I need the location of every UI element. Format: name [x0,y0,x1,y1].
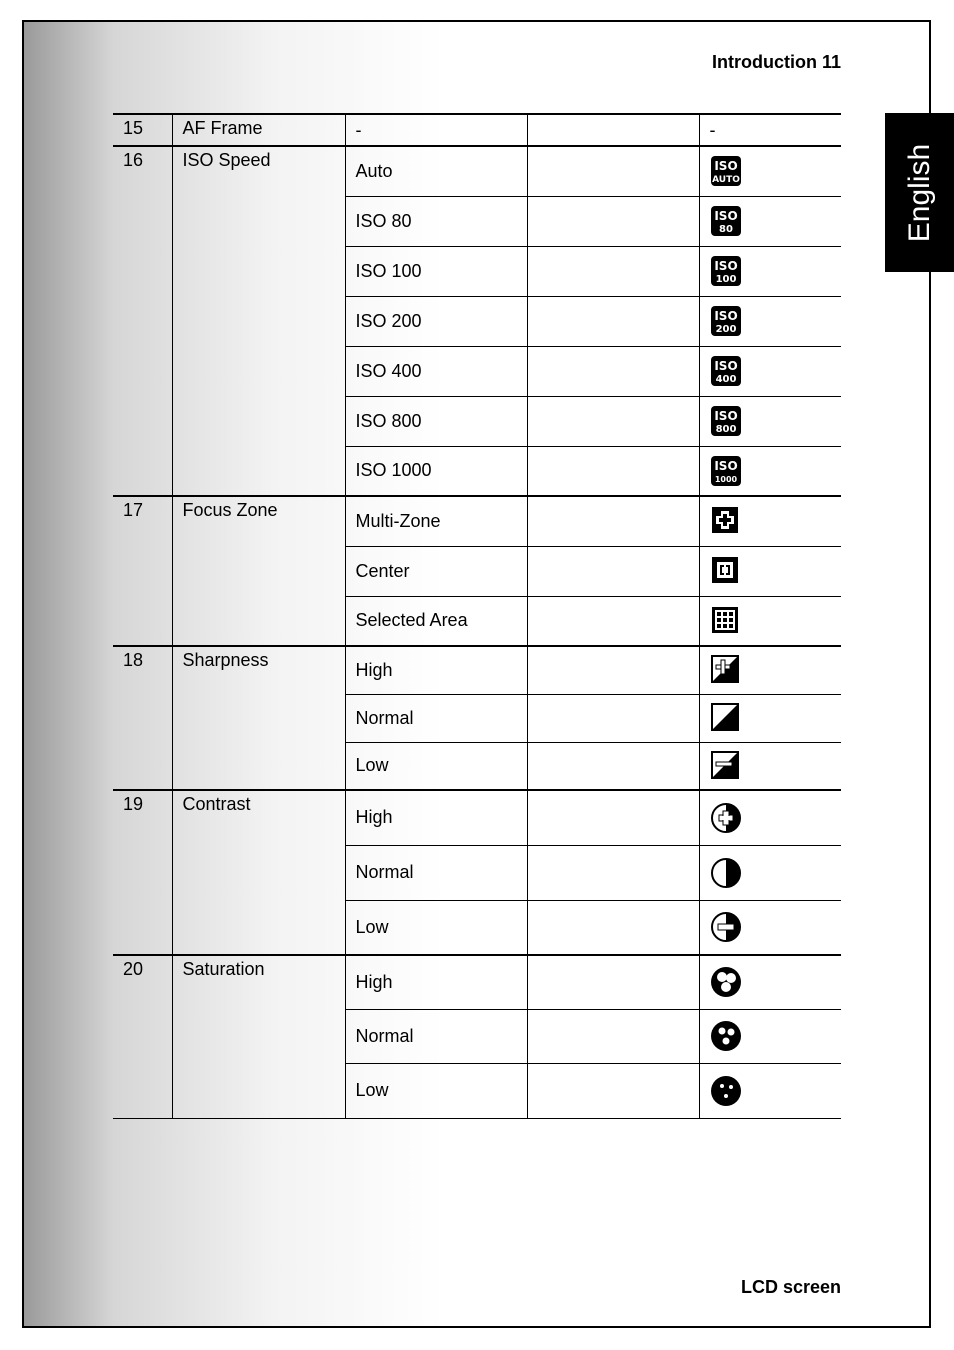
svg-text:ISO: ISO [713,359,738,373]
icon-cell [699,1009,841,1063]
svg-text:200: 200 [715,324,736,335]
blank-cell [527,346,699,396]
icon-cell [699,845,841,900]
contrast-low-icon [710,911,742,943]
iso-80-icon [710,205,742,237]
setting-name: Focus Zone [172,496,345,646]
svg-text:1000: 1000 [714,474,737,484]
option-label: Low [345,900,527,955]
iso-100-icon [710,255,742,287]
icon-cell [699,596,841,646]
svg-text:ISO: ISO [713,458,738,473]
center-focus-icon [710,555,742,587]
iso-200-icon [710,305,742,337]
table-row [113,646,841,694]
saturation-low-icon [710,1075,742,1107]
blank-cell [527,845,699,900]
svg-text:ISO: ISO [713,309,738,323]
language-tab [885,113,954,272]
option-label: High [345,955,527,1009]
row-number: 16 [113,146,172,496]
blank-cell [527,694,699,742]
setting-name: Sharpness [172,646,345,790]
icon-cell [699,646,841,694]
icon-cell [699,146,841,196]
icon-cell [699,346,841,396]
row-number: 18 [113,646,172,790]
saturation-normal-icon [710,1020,742,1052]
page-footer: LCD screen [740,1277,841,1297]
option-label: ISO 400 [345,346,527,396]
row-number: 15 [113,114,172,146]
blank-cell [527,114,699,146]
svg-text:400: 400 [715,374,736,385]
saturation-high-icon [710,966,742,998]
icon-cell [699,246,841,296]
icon-cell [699,1063,841,1118]
option-label: Selected Area [345,596,527,646]
row-number: 17 [113,496,172,646]
sharpness-normal-icon [710,702,742,734]
svg-text:80: 80 [718,224,733,235]
option-label: - [345,114,527,146]
blank-cell [527,900,699,955]
blank-cell [527,496,699,546]
contrast-high-icon [710,802,742,834]
table-row [113,146,841,196]
blank-cell [527,646,699,694]
option-label: ISO 200 [345,296,527,346]
blank-cell [527,146,699,196]
icon-cell: - [699,114,841,146]
settings-table [113,113,841,1119]
blank-cell [527,546,699,596]
icon-cell [699,446,841,496]
language-tab-label: English [902,143,936,242]
option-label: Normal [345,1009,527,1063]
svg-text:ISO: ISO [713,209,738,223]
blank-cell [527,246,699,296]
option-label: Low [345,742,527,790]
row-number: 20 [113,955,172,1118]
blank-cell [527,790,699,845]
row-number: 19 [113,790,172,955]
icon-cell [699,546,841,596]
svg-text:ISO: ISO [713,159,738,174]
sharpness-low-icon [710,750,742,782]
setting-name: ISO Speed [172,146,345,496]
iso-400-icon [710,355,742,387]
page-header: Introduction 11 [711,52,841,72]
table-row [113,790,841,845]
svg-text:AUTO: AUTO [711,175,740,186]
selected-area-icon [710,605,742,637]
option-label: ISO 100 [345,246,527,296]
icon-cell [699,296,841,346]
setting-name: Contrast [172,790,345,955]
option-label: High [345,790,527,845]
table-row [113,114,841,146]
option-label: Auto [345,146,527,196]
svg-text:800: 800 [715,424,736,435]
iso-auto-icon [710,155,742,187]
multi-zone-icon [710,505,742,537]
icon-cell [699,955,841,1009]
icon-cell [699,790,841,845]
icon-cell [699,196,841,246]
option-label: High [345,646,527,694]
icon-cell [699,742,841,790]
blank-cell [527,742,699,790]
blank-cell [527,596,699,646]
table-row [113,496,841,546]
setting-name: AF Frame [172,114,345,146]
option-label: ISO 1000 [345,446,527,496]
blank-cell [527,1009,699,1063]
blank-cell [527,955,699,1009]
icon-cell [699,694,841,742]
setting-name: Saturation [172,955,345,1118]
option-label: Normal [345,845,527,900]
iso-1000-icon [710,455,742,487]
svg-text:100: 100 [715,274,736,285]
icon-cell [699,900,841,955]
option-label: Normal [345,694,527,742]
option-label: ISO 80 [345,196,527,246]
icon-cell [699,496,841,546]
table-row [113,955,841,1009]
blank-cell [527,196,699,246]
option-label: Multi-Zone [345,496,527,546]
blank-cell [527,446,699,496]
svg-text:ISO: ISO [713,259,738,273]
svg-text:ISO: ISO [713,409,738,423]
sharpness-high-icon [710,654,742,686]
contrast-normal-icon [710,857,742,889]
blank-cell [527,1063,699,1118]
blank-cell [527,396,699,446]
iso-800-icon [710,405,742,437]
blank-cell [527,296,699,346]
icon-cell [699,396,841,446]
option-label: Center [345,546,527,596]
option-label: Low [345,1063,527,1118]
option-label: ISO 800 [345,396,527,446]
